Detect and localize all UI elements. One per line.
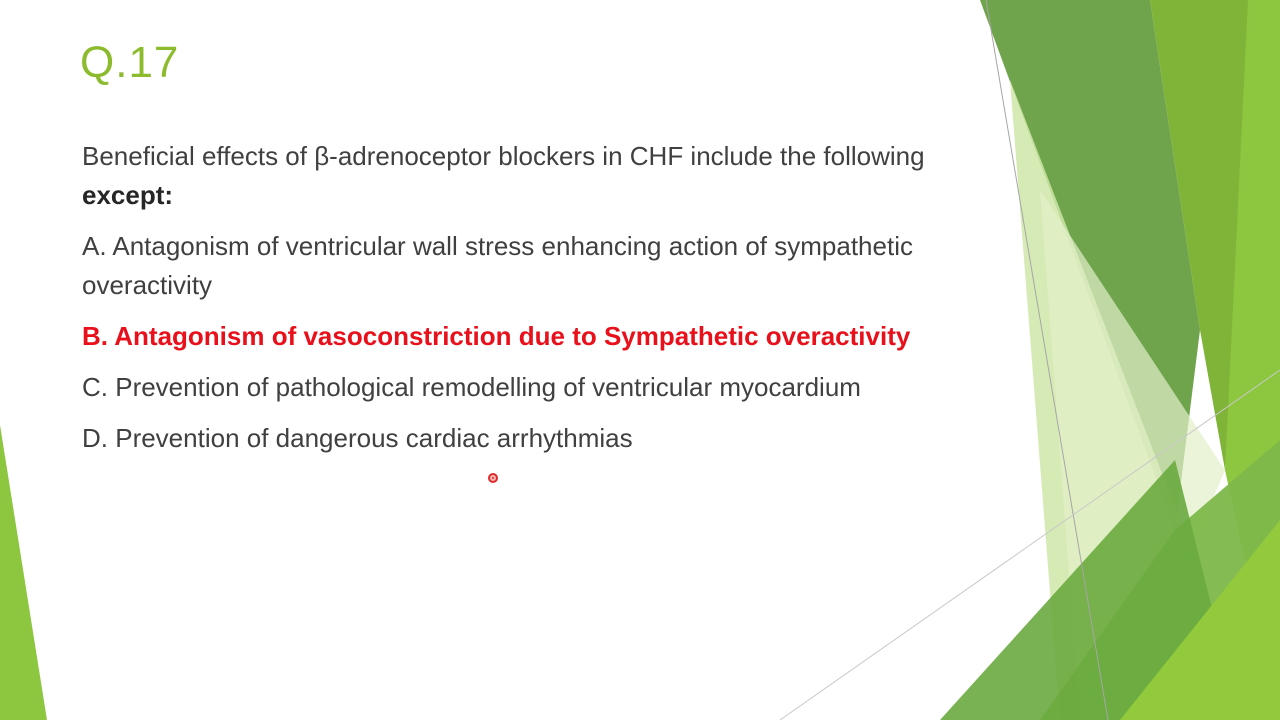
slide-body [82,137,982,470]
question-emphasis: except: [82,180,174,210]
option-d: D. Prevention of dangerous cardiac arrhythmias [82,423,633,453]
laser-pointer-icon [488,473,498,483]
question-main: Beneficial effects of β-adrenoceptor blockers in CHF include the following [82,141,925,171]
left-facet [0,425,47,720]
option-c: C. Prevention of pathological remodelling of ventricular myocardium [82,372,861,402]
question-text [82,137,982,215]
option-a: A. Antagonism of ventricular wall stress enhancing action of sympathetic overactivity [82,231,913,300]
slide-title: Q.17 [80,38,180,87]
option-b-correct-answer: B. Antagonism of vasoconstriction due to Sympathetic overactivity [82,321,911,351]
